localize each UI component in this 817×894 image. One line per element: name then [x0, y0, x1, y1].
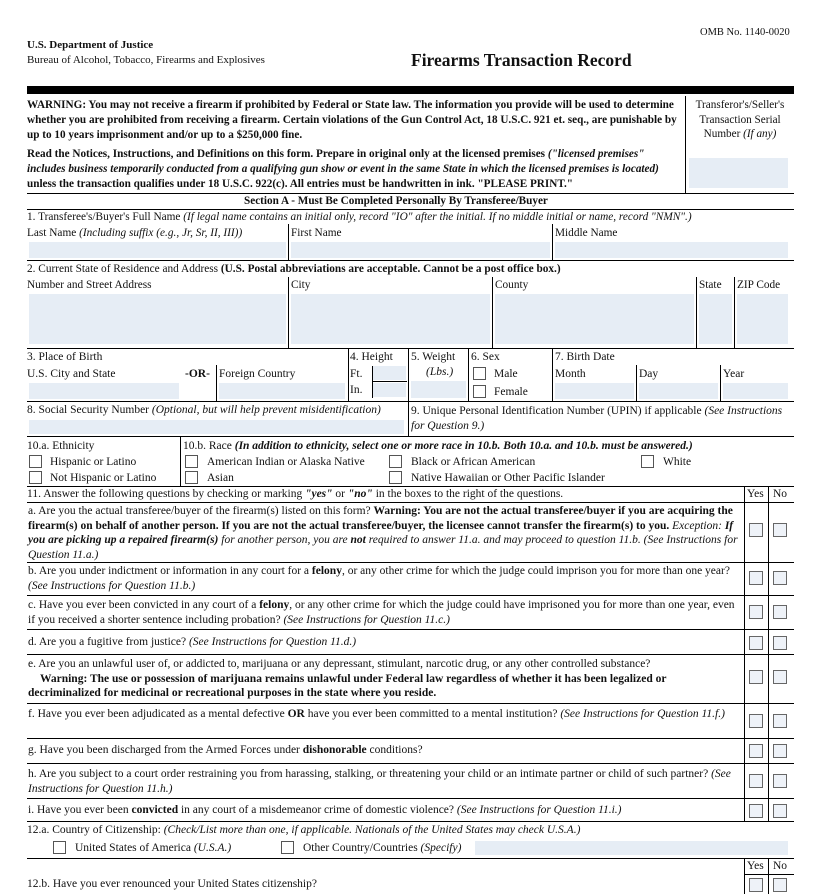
american-indian-checkbox[interactable]	[185, 455, 198, 468]
q12b-yes-header: Yes	[747, 860, 764, 872]
q12b-no-checkbox[interactable]	[773, 878, 787, 892]
q11g-yes-checkbox[interactable]	[749, 744, 763, 758]
state-field[interactable]	[699, 294, 732, 344]
q11g-text: g. Have you been discharged from the Armed Forces under dishonorable conditions?	[28, 744, 423, 756]
q11h-text: h. Are you subject to a court order restraining you from harassing, stalking, or threatening your child or an intimate partner or child of such partner? (See Instructions for Question 11.h.)	[28, 768, 731, 795]
q11a-no-checkbox[interactable]	[773, 523, 787, 537]
serial-number-field[interactable]	[689, 158, 788, 188]
q12b-yes-checkbox[interactable]	[749, 878, 763, 892]
q11g-no-checkbox[interactable]	[773, 744, 787, 758]
q3-label: 3. Place of Birth	[27, 351, 103, 363]
last-name-label: Last Name (Including suffix (e.g., Jr, Sr, II, III))	[27, 227, 243, 239]
pacific-islander-checkbox[interactable]	[389, 471, 402, 484]
last-name-field[interactable]	[29, 242, 286, 258]
q12a-label: 12.a. Country of Citizenship: (Check/List more than one, if applicable. Nationals of the United States may check U.S.A.)	[27, 824, 581, 836]
inches-label: In.	[350, 384, 363, 396]
q11f-no-checkbox[interactable]	[773, 714, 787, 728]
us-city-state-label: U.S. City and State	[27, 368, 116, 380]
birth-city-field[interactable]	[29, 383, 179, 399]
q11c-no-checkbox[interactable]	[773, 605, 787, 619]
street-label: Number and Street Address	[27, 279, 152, 291]
lbs-label: (Lbs.)	[426, 366, 454, 378]
weight-field[interactable]	[411, 381, 466, 398]
black-label: Black or African American	[411, 456, 536, 468]
city-label: City	[291, 279, 311, 291]
q7-label: 7. Birth Date	[555, 351, 615, 363]
male-checkbox[interactable]	[473, 367, 486, 380]
other-country-checkbox[interactable]	[281, 841, 294, 854]
q11i-text: i. Have you ever been convicted in any court of a misdemeanor crime of domestic violence? (See Instructions for Question 11.i.)	[28, 804, 622, 816]
q11-yes-header: Yes	[747, 488, 764, 500]
zip-field[interactable]	[737, 294, 788, 344]
title-rule	[27, 86, 794, 94]
q11a-yes-checkbox[interactable]	[749, 523, 763, 537]
or-label: -OR-	[185, 368, 210, 380]
serial-number-label: Transferor's/Seller's Transaction Serial Number (If any)	[695, 99, 785, 140]
q6-label: 6. Sex	[471, 351, 500, 363]
birth-month-field[interactable]	[555, 383, 634, 399]
warning-divider	[685, 96, 686, 193]
q11-no-header: No	[773, 488, 788, 500]
county-field[interactable]	[495, 294, 694, 344]
county-label: County	[495, 279, 529, 291]
middle-name-label: Middle Name	[555, 227, 618, 239]
q11b-text: b. Are you under indictment or information in any court for a felony, or any other crime for which the judge could imprison you for more than one year? (See Instructions for Question 11.b.)	[28, 565, 730, 592]
year-label: Year	[723, 368, 745, 380]
male-label: Male	[494, 368, 518, 380]
state-label: State	[699, 279, 722, 291]
section-a-title: Section A - Must Be Completed Personally By Transferee/Buyer	[244, 195, 548, 207]
q1-label: 1. Transferee's/Buyer's Full Name (If legal name contains an initial only, record "IO" after the initial. If no middle initial or name, record "NMN".)	[27, 211, 692, 223]
height-feet-field[interactable]	[373, 366, 406, 380]
q8-label: 8. Social Security Number (Optional, but will help prevent misidentification)	[27, 404, 381, 416]
feet-label: Ft.	[350, 368, 363, 380]
q11f-yes-checkbox[interactable]	[749, 714, 763, 728]
first-name-label: First Name	[291, 227, 342, 239]
q12b-no-header: No	[773, 860, 788, 872]
day-label: Day	[639, 368, 659, 380]
white-checkbox[interactable]	[641, 455, 654, 468]
q11b-no-checkbox[interactable]	[773, 571, 787, 585]
height-inches-field[interactable]	[373, 383, 406, 397]
q11c-text: c. Have you ever been convicted in any court of a felony, or any other crime for which the judge could have imprisoned you for more than one year, even if you received a shorter sentence including probation? (See Instructions for Question 11.c.)	[28, 599, 735, 626]
other-country-field[interactable]	[475, 841, 788, 855]
form-title: Firearms Transaction Record	[411, 50, 632, 70]
birth-year-field[interactable]	[723, 383, 788, 399]
asian-checkbox[interactable]	[185, 471, 198, 484]
q11i-no-checkbox[interactable]	[773, 804, 787, 818]
q11h-no-checkbox[interactable]	[773, 774, 787, 788]
q10a-label: 10.a. Ethnicity	[27, 440, 95, 452]
other-country-label: Other Country/Countries (Specify)	[303, 842, 462, 854]
not-hispanic-label: Not Hispanic or Latino	[50, 472, 157, 484]
month-label: Month	[555, 368, 586, 380]
asian-label: Asian	[207, 472, 234, 484]
first-name-field[interactable]	[291, 242, 550, 258]
birth-day-field[interactable]	[639, 383, 718, 399]
q5-label: 5. Weight	[411, 351, 456, 363]
q11d-text: d. Are you a fugitive from justice? (See Instructions for Question 11.d.)	[28, 636, 357, 648]
department-name: U.S. Department of Justice	[27, 39, 154, 51]
q12b-text: 12.b. Have you ever renounced your United States citizenship?	[27, 878, 317, 890]
zip-label: ZIP Code	[737, 279, 781, 291]
q11h-yes-checkbox[interactable]	[749, 774, 763, 788]
foreign-country-field[interactable]	[219, 383, 345, 399]
foreign-country-label: Foreign Country	[219, 368, 296, 380]
white-label: White	[663, 456, 692, 468]
warning-text: WARNING: You may not receive a firearm if prohibited by Federal or State law. The information you provide will be used to determine whether you are prohibited from receiving a firearm. Certain violations of the Gun Control Act, 18 U.S.C. 921 et. seq., are punishable by up to 10 years imprisonment and/or up to a $250,000 fine.	[27, 99, 677, 141]
not-hispanic-checkbox[interactable]	[29, 471, 42, 484]
american-indian-label: American Indian or Alaska Native	[207, 456, 365, 468]
usa-citizenship-label: United States of America (U.S.A.)	[75, 842, 232, 854]
q4-label: 4. Height	[350, 351, 393, 363]
q11a-text: a. Are you the actual transferee/buyer of the firearm(s) listed on this form? Warning: You are not the actual transferee/buyer if you are acquiring the firearm(s) on behalf of another person. If you are not the actual transferee/buyer, the licensee cannot transfer the firearm(s) to you. Exception: If you are picking up a repaired firearm(s) for another person, you are not required to answer 11.a. and may proceed to question 11.b. (See Instructions for Question 11.a.)	[28, 505, 738, 561]
q11c-yes-checkbox[interactable]	[749, 605, 763, 619]
q11-header: 11. Answer the following questions by checking or marking "yes" or "no" in the boxes to the right of the questions.	[27, 488, 564, 500]
q2-label: 2. Current State of Residence and Address (U.S. Postal abbreviations are acceptable. Cannot be a post office box.)	[27, 263, 561, 275]
q11e-no-checkbox[interactable]	[773, 670, 787, 684]
street-field[interactable]	[29, 294, 286, 344]
bureau-name: Bureau of Alcohol, Tobacco, Firearms and Explosives	[27, 54, 265, 66]
q9-label: 9. Unique Personal Identification Number (UPIN) if applicable (See Instructions for Question 9.)	[411, 405, 783, 432]
q11d-no-checkbox[interactable]	[773, 636, 787, 650]
q11b-yes-checkbox[interactable]	[749, 571, 763, 585]
omb-number: OMB No. 1140-0020	[700, 27, 790, 38]
ssn-field[interactable]	[29, 420, 404, 434]
q11e-text: e. Are you an unlawful user of, or addicted to, marijuana or any depressant, stimulant, narcotic drug, or any other controlled substance? Warning: The use or possession of marijuana remains unlawful under Federal law regardless of whether it has been legalized or decriminalized for medicinal or recreational purposes in the state where you reside.	[28, 658, 667, 699]
hispanic-label: Hispanic or Latino	[50, 456, 137, 468]
q11f-text: f. Have you ever been adjudicated as a mental defective OR have you ever been committed to a mental institution? (See Instructions for Question 11.f.)	[28, 708, 725, 720]
instructions-text: Read the Notices, Instructions, and Definitions on this form. Prepare in original only at the licensed premises ("licensed premises" includes business temporarily conducted from a qualifying gun show or event in the same State in which the licensed premises is located) unless the transaction qualifies under 18 U.S.C. 922(c). All entries must be handwritten in ink. "PLEASE PRINT."	[27, 148, 659, 190]
q11e-yes-checkbox[interactable]	[749, 670, 763, 684]
q10b-label: 10.b. Race (In addition to ethnicity, select one or more race in 10.b. Both 10.a. and 10.b. must be answered.)	[183, 440, 693, 452]
hispanic-checkbox[interactable]	[29, 455, 42, 468]
q11d-yes-checkbox[interactable]	[749, 636, 763, 650]
q11i-yes-checkbox[interactable]	[749, 804, 763, 818]
black-checkbox[interactable]	[389, 455, 402, 468]
usa-citizenship-checkbox[interactable]	[53, 841, 66, 854]
city-field[interactable]	[291, 294, 490, 344]
pacific-islander-label: Native Hawaiian or Other Pacific Islander	[411, 472, 605, 484]
female-checkbox[interactable]	[473, 385, 486, 398]
middle-name-field[interactable]	[555, 242, 788, 258]
female-label: Female	[494, 386, 528, 398]
